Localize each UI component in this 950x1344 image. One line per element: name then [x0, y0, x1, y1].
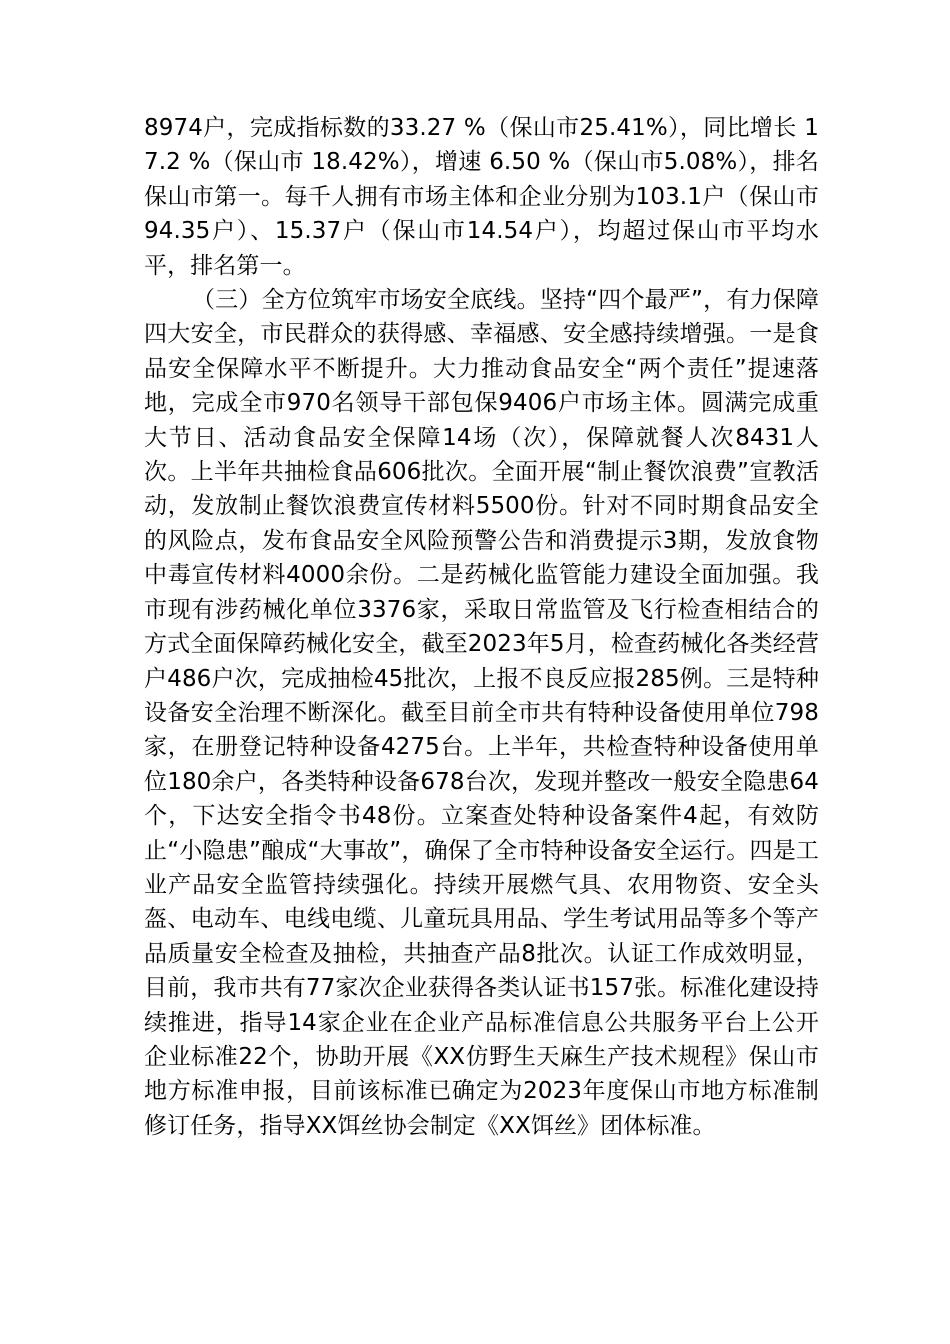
- document-body: [144, 111, 819, 1143]
- paragraph-market-safety: （三）全方位筑牢市场安全底线。坚持“四个最严”，有力保障四大安全，市民群众的获得感、幸福感、安全感持续增强。一是食品安全保障水平不断提升。大力推动食品安全“两个责任”提速落地，完成全市970名领导干部包保9406户市场主体。圆满完成重大节日、活动食品安全保障14场（次），保障就餐人次8431人次。上半年共抽检食品606批次。全面开展“制止餐饮浪费”宣教活动，发放制止餐饮浪费宣传材料5500份。针对不同时期食品安全的风险点，发布食品安全风险预警公告和消费提示3期，发放食物中毒宣传材料4000余份。二是药械化监管能力建设全面加强。我市现有涉药械化单位3376家，采取日常监管及飞行检查相结合的方式全面保障药械化安全，截至2023年5月，检查药械化各类经营户486户次，完成抽检45批次，上报不良反应报285例。三是特种设备安全治理不断深化。截至目前全市共有特种设备使用单位798家，在册登记特种设备4275台。上半年，共检查特种设备使用单位180余户，各类特种设备678台次，发现并整改一般安全隐患64个，下达安全指令书48份。立案查处特种设备案件4起，有效防止“小隐患”酿成“大事故”，确保了全市特种设备安全运行。四是工业产品安全监管持续强化。持续开展燃气具、农用物资、安全头盔、电动车、电线电缆、儿童玩具用品、学生考试用品等多个等产品质量安全检查及抽检，共抽查产品8批次。认证工作成效明显，目前，我市共有77家次企业获得各类认证书157张。标准化建设持续推进，指导14家企业在企业产品标准信息公共服务平台上公开企业标准22个，协助开展《XX仿野生天麻生产技术规程》保山市地方标准申报，目前该标准已确定为2023年度保山市地方标准制修订任务，指导XX饵丝协会制定《XX饵丝》团体标准。: [144, 287, 819, 1139]
- paragraph-market-entities: 8974户，完成指标数的33.27 %（保山市25.41%），同比增长 17.2 %（保山市 18.42%），增速 6.50 %（保山市5.08%），排名保山市第一。每千人拥有市场主体和企业分别为103.1户（保山市94.35户）、15.37户（保山市14.54户），均超过保山市平均水平，排名第一。: [144, 115, 819, 279]
